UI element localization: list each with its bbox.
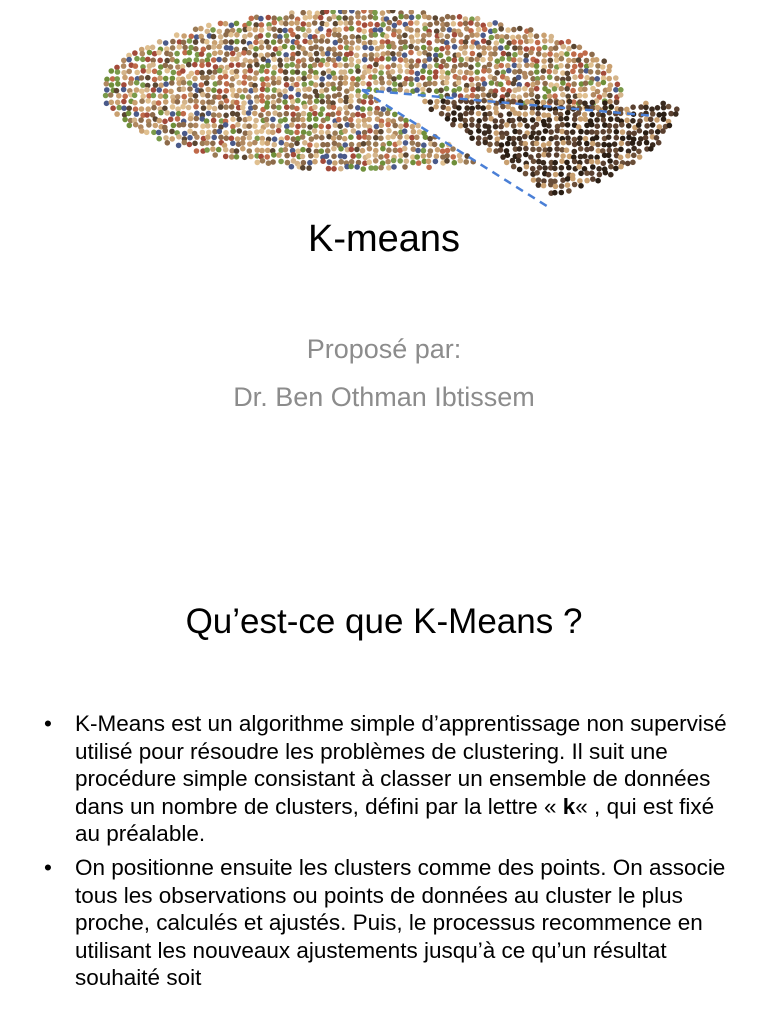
subtitle-author: Dr. Ben Othman Ibtissem	[233, 382, 535, 412]
slide-title: Qu’est-ce que K-Means ?	[185, 602, 583, 641]
subtitle-proposed-by: Proposé par:	[306, 334, 462, 364]
bullet-text: « , qui est fixé au préalable.	[75, 793, 715, 847]
slide-2	[0, 560, 768, 1024]
bullet-list	[44, 710, 734, 998]
crowd-pie-icon	[100, 10, 690, 215]
bullet-item	[44, 710, 734, 848]
bullet-bold-k: k	[562, 793, 576, 819]
slide-title: K-means	[307, 218, 461, 260]
bullet-text: K-Means est un algorithme simple d’apprentissage non supervisé utilisé pour résoudre les problèmes de clustering. Il suit une procédure simple consistant à classer un ensemble de données dans un nombre de clusters, défini par la lettre «	[75, 711, 727, 819]
bullet-item: • On positionne ensuite les clusters comme des points. On associe tous les observations ou points de données au cluster le plus proche, calculés et ajustés. Puis, le processus recommence en utilisant les nouveaux ajustements jusqu’à ce qu’un résultat souhaité soit	[44, 854, 734, 992]
